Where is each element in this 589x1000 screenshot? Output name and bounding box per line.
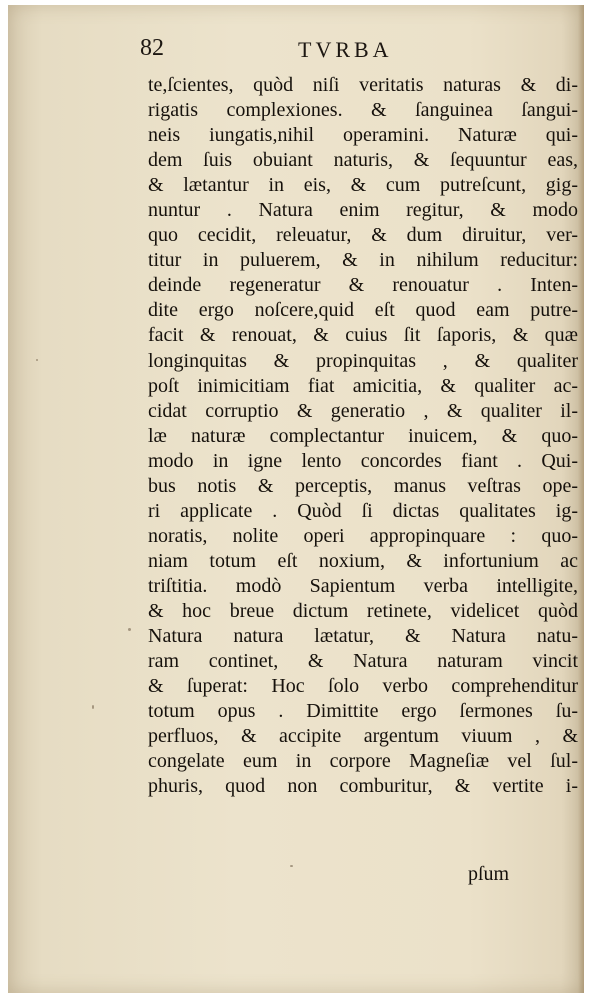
text-line: longinquitas & propinquitas , & qualiter	[148, 349, 578, 372]
text-line: ri applicate . Quòd ſi dictas qualitates ig-	[148, 499, 578, 522]
text-line: deinde regeneratur & renouatur . Inten-	[148, 274, 578, 297]
text-line: bus notis & perceptis, manus veſtras ope-	[148, 474, 578, 497]
text-line: dite ergo noſcere,quid eſt quod eam putre-	[148, 299, 578, 322]
text-line: facit & renouat, & cuius ſit ſaporis, & quæ	[148, 324, 578, 347]
text-line: dem ſuis obuiant naturis, & ſequuntur eas,	[148, 149, 578, 172]
text-line: quo cecidit, releuatur, & dum diruitur, ver-	[148, 224, 578, 247]
text-line: modo in igne lento concordes fiant . Qui-	[148, 449, 578, 472]
text-line: noratis, nolite operi appropinquare : quo-	[148, 524, 578, 547]
text-line: phuris, quod non comburitur, & vertite i-	[148, 775, 578, 798]
text-line: læ naturæ complectantur inuicem, & quo-	[148, 424, 578, 447]
paper-fleck	[290, 865, 293, 867]
text-line: titur in puluerem, & in nihilum reducitur:	[148, 249, 578, 272]
paper-fleck	[92, 705, 94, 709]
text-line: triſtitia. modò Sapientum verba intelligite,	[148, 574, 578, 597]
text-line: congelate eum in corpore Magneſiæ vel ſul-	[148, 750, 578, 773]
text-line: & hoc breue dictum retinete, videlicet quòd	[148, 599, 578, 622]
body-text	[148, 73, 578, 799]
text-line: rigatis complexiones. & ſanguinea ſangui-	[148, 99, 578, 122]
page-header	[8, 35, 584, 67]
text-line: nuntur . Natura enim regitur, & modo	[148, 199, 578, 222]
text-line: ram continet, & Natura naturam vincit	[148, 650, 578, 673]
text-line: & lætantur in eis, & cum putreſcunt, gig-	[148, 174, 578, 197]
book-page	[8, 5, 584, 993]
text-line: perfluos, & accipite argentum viuum , &	[148, 725, 578, 748]
text-line: niam totum eſt noxium, & infortunium ac	[148, 549, 578, 572]
page-number: 82	[140, 35, 164, 61]
text-line: te,ſcientes, quòd niſi veritatis naturas & di-	[148, 74, 578, 96]
text-line: cidat corruptio & generatio , & qualiter il-	[148, 399, 578, 422]
text-line: & ſuperat: Hoc ſolo verbo comprehenditur	[148, 675, 578, 698]
text-line: totum opus . Dimittite ergo ſermones ſu-	[148, 700, 578, 723]
text-line: poſt inimicitiam fiat amicitia, & qualiter ac-	[148, 374, 578, 397]
paper-fleck	[36, 359, 38, 361]
paper-fleck	[128, 628, 131, 631]
text-line: Natura natura lætatur, & Natura natu-	[148, 625, 578, 648]
catchword: pſum	[468, 863, 510, 885]
text-line: neis iungatis,nihil operamini. Naturæ qui-	[148, 124, 578, 147]
running-head: TVRBA	[298, 37, 393, 62]
